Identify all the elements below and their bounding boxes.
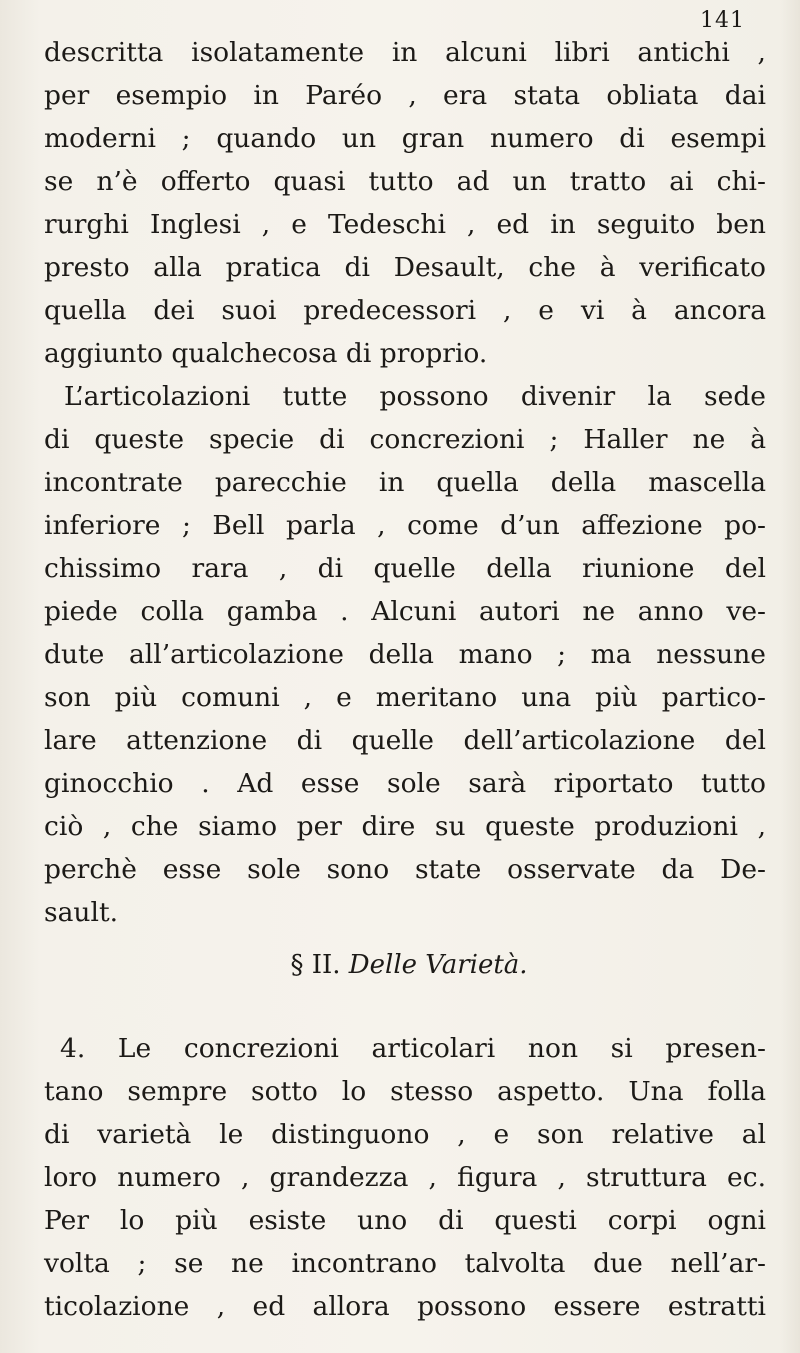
page-number: 141 — [700, 8, 745, 33]
text-line: quella dei suoi predecessori , e vi à ancora — [44, 295, 766, 326]
text-line: chissimo rara , di quelle della riunione del — [44, 553, 766, 584]
text-line: aggiunto qualchecosa di proprio. — [44, 338, 488, 369]
text-line: son più comuni , e meritano una più partico- — [44, 682, 766, 713]
text-line: volta ; se ne incontrano talvolta due nell’ar- — [44, 1248, 766, 1279]
text-line: ticolazione , ed allora possono essere estratti — [44, 1291, 766, 1322]
text-line: descritta isolatamente in alcuni libri antichi , — [44, 37, 766, 68]
text-line: loro numero , grandezza , figura , struttura ec. — [44, 1162, 766, 1193]
text-line: di varietà le distinguono , e son relative al — [44, 1119, 766, 1150]
text-line: incontrate parecchie in quella della mascella — [44, 467, 766, 498]
text-line: per esempio in Paréo , era stata obliata dai — [44, 80, 766, 111]
text-line: lare attenzione di quelle dell’articolazione del — [44, 725, 766, 756]
text-line: inferiore ; Bell parla , come d’un affezione po- — [44, 510, 766, 541]
text-line: tano sempre sotto lo stesso aspetto. Una folla — [44, 1076, 766, 1107]
text-line: piede colla gamba . Alcuni autori ne anno ve- — [44, 596, 766, 627]
paragraph-first-line: 4. Le concrezioni articolari non si presen- — [60, 1033, 766, 1064]
text-line: di queste specie di concrezioni ; Haller ne à — [44, 424, 766, 455]
text-line: Per lo più esiste uno di questi corpi ogni — [44, 1205, 766, 1236]
text-line: rurghi Inglesi , e Tedeschi , ed in seguito ben — [44, 209, 766, 240]
section-mark: § II. — [290, 950, 341, 980]
section-title: Delle Varietà. — [348, 950, 528, 980]
text-line: dute all’articolazione della mano ; ma nessune — [44, 639, 766, 670]
paragraph-first-line: L’articolazioni tutte possono divenir la sede — [64, 381, 766, 412]
text-line: sault. — [44, 897, 119, 928]
text-line: presto alla pratica di Desault, che à verificato — [44, 252, 766, 283]
text-line: ciò , che siamo per dire su queste produzioni , — [44, 811, 766, 842]
text-line: ginocchio . Ad esse sole sarà riportato tutto — [44, 768, 766, 799]
text-line: perchè esse sole sono state osservate da De- — [44, 854, 766, 885]
text-line: moderni ; quando un gran numero di esempi — [44, 123, 766, 154]
section-heading — [44, 948, 774, 982]
text-line: se n’è offerto quasi tutto ad un tratto ai chi- — [44, 166, 766, 197]
